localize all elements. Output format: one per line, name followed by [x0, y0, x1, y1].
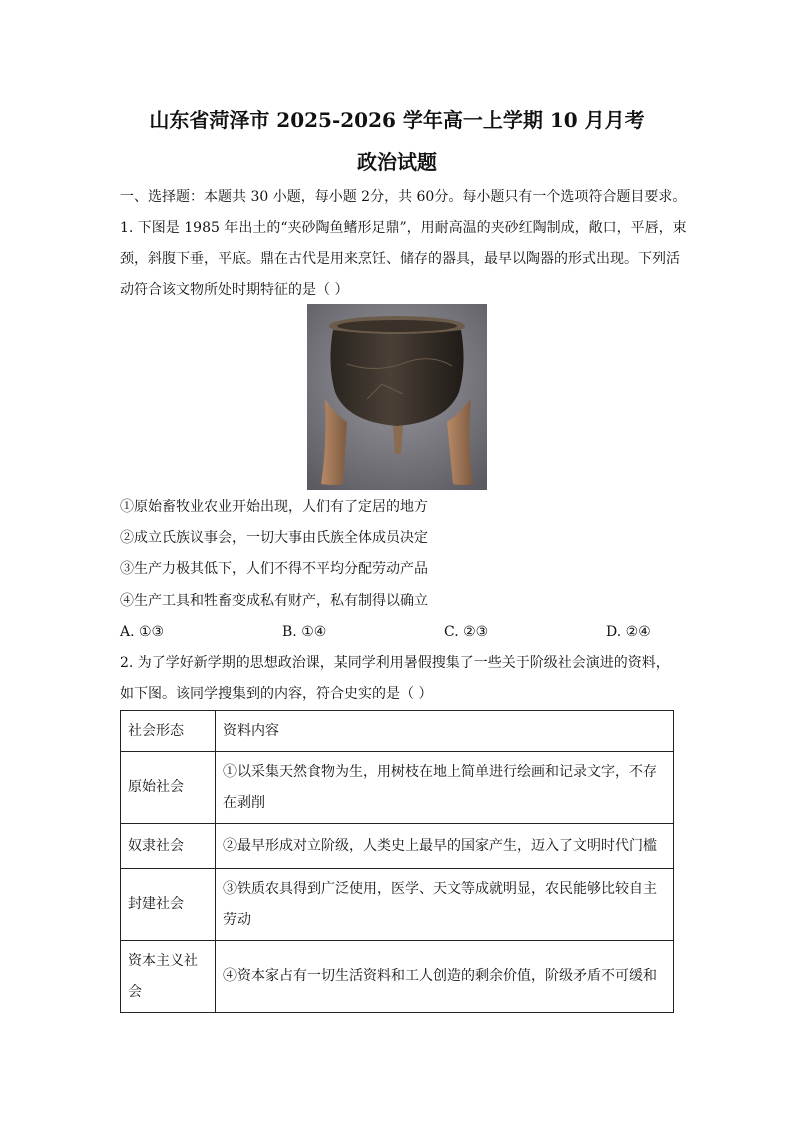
- table-cell-form: 封建社会: [121, 869, 216, 941]
- q1-statement-1: ①原始畜牧业农业开始出现，人们有了定居的地方: [120, 499, 428, 515]
- q1-option-a[interactable]: A. ①③: [120, 624, 165, 640]
- pottery-tripod-photo: [307, 304, 487, 490]
- social-forms-table: [120, 710, 674, 1013]
- q1-option-c[interactable]: C. ②③: [444, 624, 489, 640]
- table-cell-form: 原始社会: [121, 752, 216, 824]
- table-cell-content: ①以采集天然食物为生，用树枝在地上简单进行绘画和记录文字，不存在剥削: [216, 752, 674, 824]
- q1-statement-2: ②成立氏族议事会，一切大事由氏族全体成员决定: [120, 530, 428, 546]
- q1-option-d[interactable]: D. ②④: [606, 624, 651, 640]
- table-row: [121, 752, 674, 824]
- q1-statement-4: ④生产工具和牲畜变成私有财产，私有制得以确立: [120, 593, 428, 609]
- q2-stem-line-2: 如下图。该同学搜集到的内容，符合史实的是（ ）: [120, 686, 433, 702]
- table-cell-content: ③铁质农具得到广泛使用，医学、天文等成就明显，农民能够比较自主劳动: [216, 869, 674, 941]
- table-cell-content: ④资本家占有一切生活资料和工人创造的剩余价值，阶级矛盾不可缓和: [216, 941, 674, 1013]
- section-instruction: 一、选择题：本题共 30 小题，每小题 2分，共 60分。每小题只有一个选项符合题目要求。: [120, 189, 687, 205]
- table-header-row: [121, 711, 674, 752]
- table-row: [121, 824, 674, 869]
- table-header-content: 资料内容: [216, 711, 674, 752]
- q1-stem-line-3: 动符合该文物所处时期特征的是（ ）: [120, 282, 349, 298]
- table-row: [121, 869, 674, 941]
- table-cell-form: 资本主义社会: [121, 941, 216, 1013]
- table-header-form: 社会形态: [121, 711, 216, 752]
- q1-stem-line-1: 1. 下图是 1985 年出土的“夹砂陶鱼鳍形足鼎”，用耐高温的夹砂红陶制成，敞口，平唇，束: [120, 220, 687, 236]
- table-cell-content: ②最早形成对立阶级，人类史上最早的国家产生，迈入了文明时代门槛: [216, 824, 674, 869]
- q2-stem-line-1: 2. 为了学好新学期的思想政治课，某同学利用暑假搜集了一些关于阶级社会演进的资料，: [120, 655, 670, 671]
- table-row: [121, 941, 674, 1013]
- exam-title: 山东省菏泽市 2025-2026 学年高一上学期 10 月月考: [149, 108, 645, 132]
- exam-subject: 政治试题: [357, 150, 437, 174]
- table-cell-form: 奴隶社会: [121, 824, 216, 869]
- q1-option-b[interactable]: B. ①④: [282, 624, 327, 640]
- q1-stem-line-2: 颈，斜腹下垂，平底。鼎在古代是用来烹饪、储存的器具，最早以陶器的形式出现。下列活: [120, 251, 680, 267]
- q1-statement-3: ③生产力极其低下，人们不得不平均分配劳动产品: [120, 561, 428, 577]
